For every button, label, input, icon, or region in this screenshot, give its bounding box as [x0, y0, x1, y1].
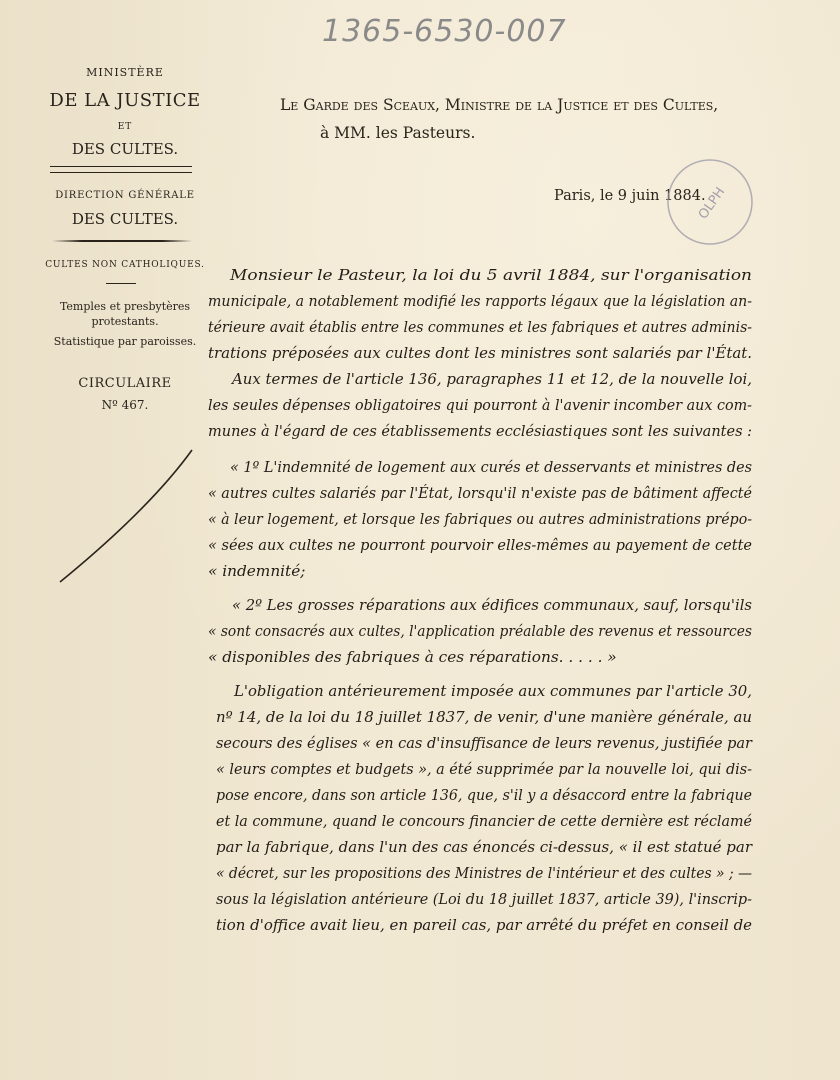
body-line: Monsieur le Pasteur, la loi du 5 avril 1884, sur l'organisation — [230, 266, 752, 284]
cultes-non-catholiques-label: CULTES NON CATHOLIQUES. — [45, 260, 205, 270]
temples-subject — [40, 299, 210, 329]
body-line: « 1º L'indemnité de logement aux curés et desservants et ministres des — [230, 458, 752, 476]
body-line: tion d'office avait lieu, en pareil cas, par arrêté du préfet en conseil de — [216, 916, 752, 934]
body-line: térieure avait établis entre les communes et les fabriques et autres adminis- — [208, 318, 752, 336]
temples-line-1: Temples et presbytères — [59, 300, 191, 313]
body-line: et la commune, quand le concours financier de cette dernière est réclamé — [216, 812, 752, 830]
body-line: par la fabrique, dans l'un des cas énoncés ci-dessus, « il est statué par — [216, 838, 752, 856]
direction-name: DES CULTES. — [71, 210, 179, 228]
direction-label: DIRECTION GÉNÉRALE — [55, 190, 195, 201]
body-line: L'obligation antérieurement imposée aux communes par l'article 30, — [234, 682, 752, 700]
body-line: « sont consacrés aux cultes, l'application préalable des revenus et ressources — [208, 622, 752, 640]
body-line: « 2º Les grosses réparations aux édifices communaux, sauf, lorsqu'ils — [232, 596, 752, 614]
ministry-et: ET — [117, 122, 133, 132]
circulaire-label: CIRCULAIRE — [78, 376, 172, 391]
ministry-name: DE LA JUSTICE — [49, 90, 201, 111]
body-line: les seules dépenses obligatoires qui pourront à l'avenir incomber aux com- — [208, 396, 752, 414]
ministry-label: MINISTÈRE — [86, 66, 164, 79]
circulaire-number: Nº 467. — [101, 398, 149, 412]
library-stamp-icon — [664, 156, 756, 248]
header-line-1: Le Garde des Sceaux, Ministre de la Justice et des Cultes, — [280, 96, 719, 114]
body-line: Aux termes de l'article 136, paragraphes 11 et 12, de la nouvelle loi, — [232, 370, 752, 388]
statistique-subject: Statistique par paroisses. — [53, 335, 197, 348]
document-date: Paris, le 9 juin 1884. — [554, 188, 706, 204]
body-line: secours des églises « en cas d'insuffisance de leurs revenus, justifiée par — [216, 734, 752, 752]
double-rule-divider — [50, 166, 192, 173]
body-line: « autres cultes salariés par l'État, lorsqu'il n'existe pas de bâtiment affecté — [208, 484, 752, 502]
body-line: trations préposées aux cultes dont les ministres sont salariés par l'État. — [208, 344, 752, 362]
body-line: « à leur logement, et lorsque les fabriques ou autres administrations prépo- — [208, 510, 752, 528]
tapered-rule-divider — [52, 239, 192, 243]
body-line: « sées aux cultes ne pourront pourvoir elles-mêmes au payement de cette — [208, 536, 752, 554]
body-line: municipale, a notablement modifié les rapports légaux que la législation an- — [208, 292, 752, 310]
body-line: pose encore, dans son article 136, que, s'il y a désaccord entre la fabrique — [216, 786, 752, 804]
body-line: nº 14, de la loi du 18 juillet 1837, de venir, d'une manière générale, au — [216, 708, 752, 726]
handwritten-reference-number: 1365-6530-007 — [322, 14, 567, 49]
body-line: « indemnité; — [208, 562, 306, 580]
body-line: « leurs comptes et budgets », a été supprimée par la nouvelle loi, qui dis- — [216, 760, 752, 778]
stamp-text: OLPH — [695, 184, 729, 223]
body-line: sous la législation antérieure (Loi du 18 juillet 1837, article 39), l'inscrip- — [216, 890, 752, 908]
short-rule-divider — [106, 283, 136, 284]
header-line-2: à MM. les Pasteurs. — [320, 124, 476, 142]
temples-line-2: protestants. — [91, 315, 159, 328]
body-line: « disponibles des fabriques à ces réparations. . . . . » — [208, 648, 617, 666]
body-line: « décret, sur les propositions des Ministres de l'intérieur et des cultes » ; — — [216, 864, 752, 882]
handwritten-slash-mark — [56, 446, 196, 586]
body-line: munes à l'égard de ces établissements ecclésiastiques sont les suivantes : — [208, 422, 752, 440]
ministry-cultes: DES CULTES. — [71, 140, 179, 158]
